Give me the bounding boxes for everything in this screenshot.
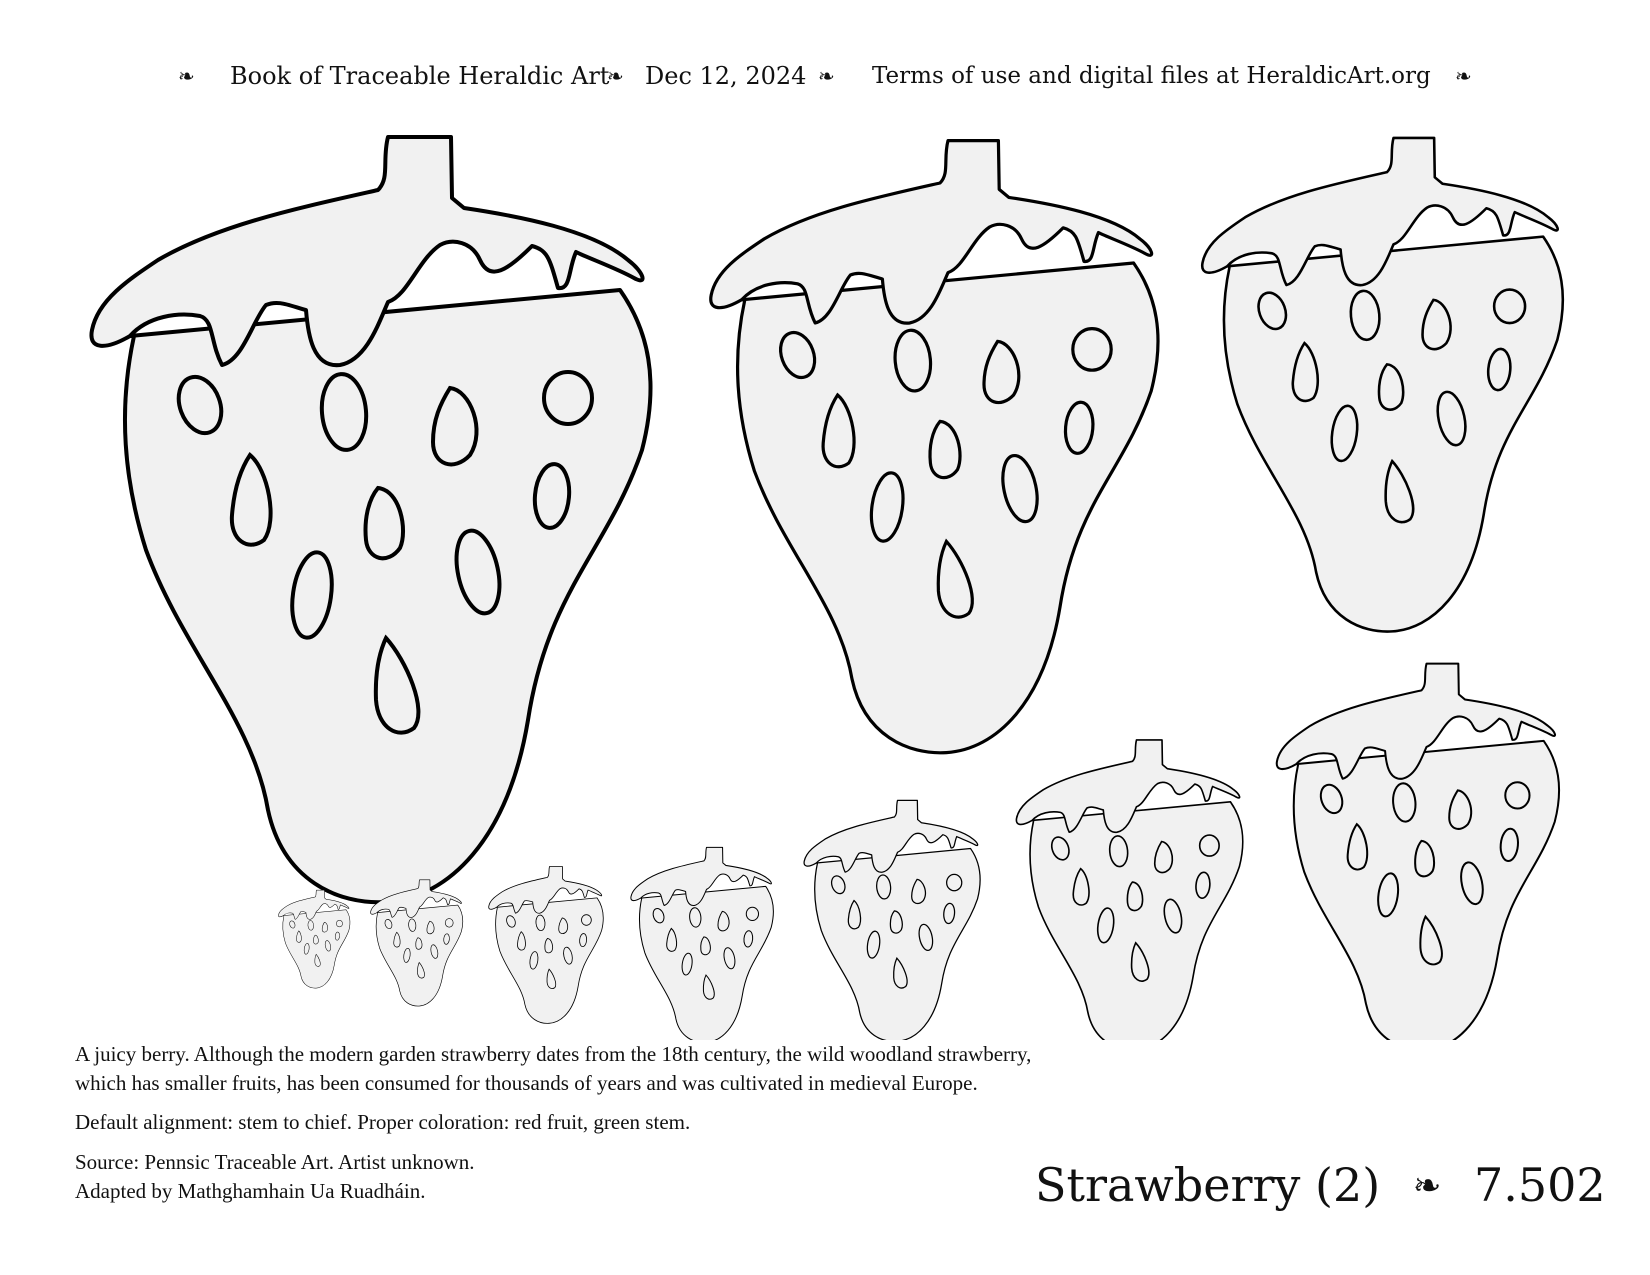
alignment-note: Default alignment: stem to chief. Proper coloration: red fruit, green stem.	[75, 1110, 691, 1134]
strawberry-8	[489, 866, 604, 1023]
plate-title	[1035, 1150, 1606, 1220]
terms-of-use: Terms of use and digital files at HeraldicArt.org	[872, 63, 1431, 89]
strawberry-2	[711, 141, 1158, 753]
fleuron-icon: ❧	[818, 64, 835, 88]
strawberry-10	[278, 890, 350, 988]
adaptation-credit: Adapted by Mathghamhain Ua Ruadháin.	[75, 1179, 426, 1203]
strawberry-5	[1016, 740, 1242, 1040]
strawberry-6	[804, 800, 980, 1040]
fleuron-icon: ❧	[1455, 64, 1472, 88]
publication-date: Dec 12, 2024	[645, 62, 807, 90]
strawberry-7	[631, 847, 774, 1040]
strawberry-1	[91, 137, 650, 902]
strawberry-instances	[91, 137, 1562, 1040]
description-line: which has smaller fruits, has been consumed for thousands of years and was cultivated in medieval Europe.	[75, 1071, 978, 1095]
fleuron-icon: ❧	[607, 64, 624, 88]
strawberry-9	[371, 880, 463, 1006]
description-line: A juicy berry. Although the modern garden strawberry dates from the 18th century, the wild woodland strawberry,	[75, 1042, 1032, 1066]
fleuron-icon: ❧	[178, 64, 195, 88]
plate-number: 7.502	[1473, 1158, 1606, 1212]
book-title: Book of Traceable Heraldic Art	[230, 62, 610, 90]
source-credit: Source: Pennsic Traceable Art. Artist unknown.	[75, 1150, 475, 1174]
fleuron-icon: ❧	[1412, 1166, 1442, 1206]
strawberry-4	[1277, 664, 1559, 1040]
plate-name: Strawberry (2)	[1035, 1158, 1381, 1212]
strawberry-3	[1202, 138, 1563, 632]
